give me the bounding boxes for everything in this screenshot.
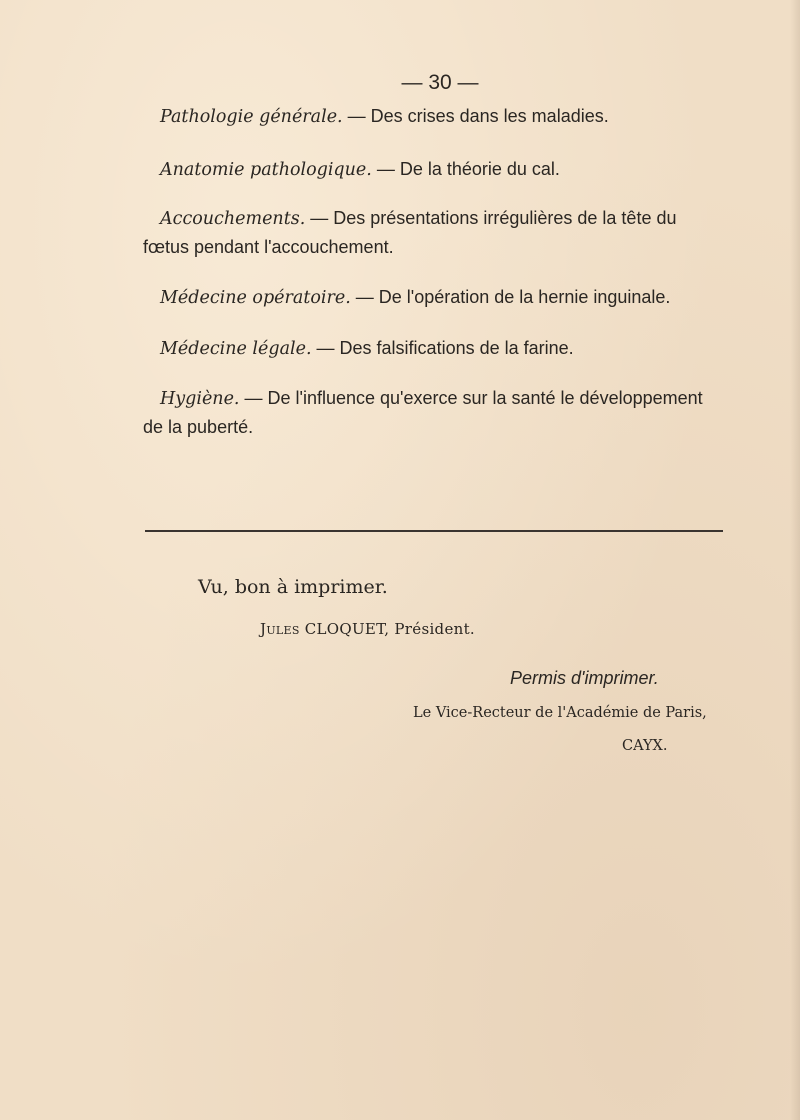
page-number: — 30 — <box>401 71 479 94</box>
exam-entry-hygiene <box>143 384 728 441</box>
entry-text: — De l'influence qu'exerce sur la santé le développement <box>239 388 703 408</box>
entry-subject: Pathologie générale. <box>160 107 343 127</box>
page-edge-shadow <box>790 0 800 1120</box>
entry-text: — Des crises dans les maladies. <box>342 106 609 126</box>
president-name: CLOQUET, Président. <box>299 620 475 638</box>
entry-subject: Médecine opératoire. <box>160 288 351 308</box>
exam-entry-medecine-operatoire <box>143 283 728 312</box>
rector-signature: CAYX. <box>622 738 668 754</box>
approval-line: Vu, bon à imprimer. <box>198 576 388 598</box>
entry-subject: Anatomie pathologique. <box>160 160 372 180</box>
permission-to-print: Permis d'imprimer. <box>510 668 659 688</box>
entry-text-continued: fœtus pendant l'accouchement. <box>143 237 394 257</box>
entry-text: — Des présentations irrégulières de la tête du <box>305 208 677 228</box>
horizontal-divider <box>145 530 723 532</box>
exam-entry-accouchements <box>143 204 728 261</box>
entry-text: — De la théorie du cal. <box>371 159 560 179</box>
vice-recteur-line: Le Vice-Recteur de l'Académie de Paris, <box>413 705 707 721</box>
president-initial: J <box>260 620 267 638</box>
entry-text: — De l'opération de la hernie inguinale. <box>350 287 671 307</box>
exam-entry-pathologie-generale <box>143 102 728 131</box>
exam-entry-anatomie-pathologique <box>143 155 728 184</box>
entry-text: — Des falsifications de la farine. <box>311 338 574 358</box>
exam-entry-medecine-legale <box>143 334 728 363</box>
president-firstname-rest: ULES <box>266 624 300 637</box>
entry-subject: Médecine légale. <box>160 339 312 359</box>
entry-subject: Hygiène. <box>160 389 240 409</box>
entry-subject: Accouchements. <box>160 209 306 229</box>
president-signature <box>260 620 475 638</box>
entry-text-continued: de la puberté. <box>143 417 254 437</box>
